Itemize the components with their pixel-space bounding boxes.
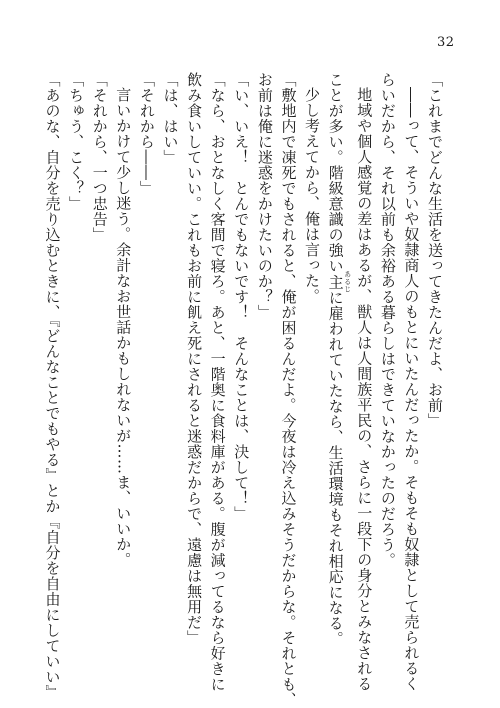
page-number: 32 xyxy=(437,35,455,50)
text-line: 少し考えてから、俺は言った。 xyxy=(303,87,322,304)
text-line: お前は俺に迷惑をかけたいのか？」 xyxy=(255,72,274,320)
text-line: らいだから、それ以前も余裕ある暮らしはできていなかったのだろう。 xyxy=(378,72,397,568)
text-line: ――って、そういや奴隷商人のもとにいたんだったか。そもそも奴隷として売られるく xyxy=(402,87,421,692)
text-line: 「は、はい」 xyxy=(161,72,180,165)
text-line: 飲み食いしていい。これもお前に飢え死にされると迷惑だからで、遠慮は無用だ」 xyxy=(185,72,204,646)
text-line: 「これまでどんな生活を送ってきたんだよ、お前」 xyxy=(426,72,444,429)
furigana-word: 主 あるじ xyxy=(326,270,352,293)
text-line: 「敷地内で凍死でもされると、俺が困るんだよ。今夜は冷え込みそうだからな。それとも、 xyxy=(279,72,298,708)
text-line: 「い、いえ！ とんでもないです！ そんなことは、決して！」 xyxy=(232,72,251,522)
text-line: 地域や個人感覚の差はあるが、獣人は人間族平民の、さらに一段下の身分とみなされる xyxy=(355,87,374,692)
novel-text-body xyxy=(43,72,446,708)
text-line: 「ちゅう、こく？」 xyxy=(67,72,86,212)
text-line-with-furigana: ことが多い。階級意識の強い主 あるじに雇われていたなら、生活環境もそれ相応になる。 xyxy=(326,72,352,647)
text-line: 言いかけて少し迷う。余計なお世話かもしれないが……ま、いいか。 xyxy=(114,87,133,568)
furigana-reading: あるじ xyxy=(343,270,352,293)
text-line: 「なら、おとなしく客間で寝ろ。あと、一階奥に食料庫がある。腹が減ってるなら好きに xyxy=(208,72,227,692)
text-line: 「それから、一つ忠告」 xyxy=(90,72,109,243)
text-line: 「それから――」 xyxy=(137,72,156,196)
text-line: 「あのな、自分を売り込むときに、『どんなことでもやる』とか『自分を自由にしていい』 xyxy=(43,72,62,700)
